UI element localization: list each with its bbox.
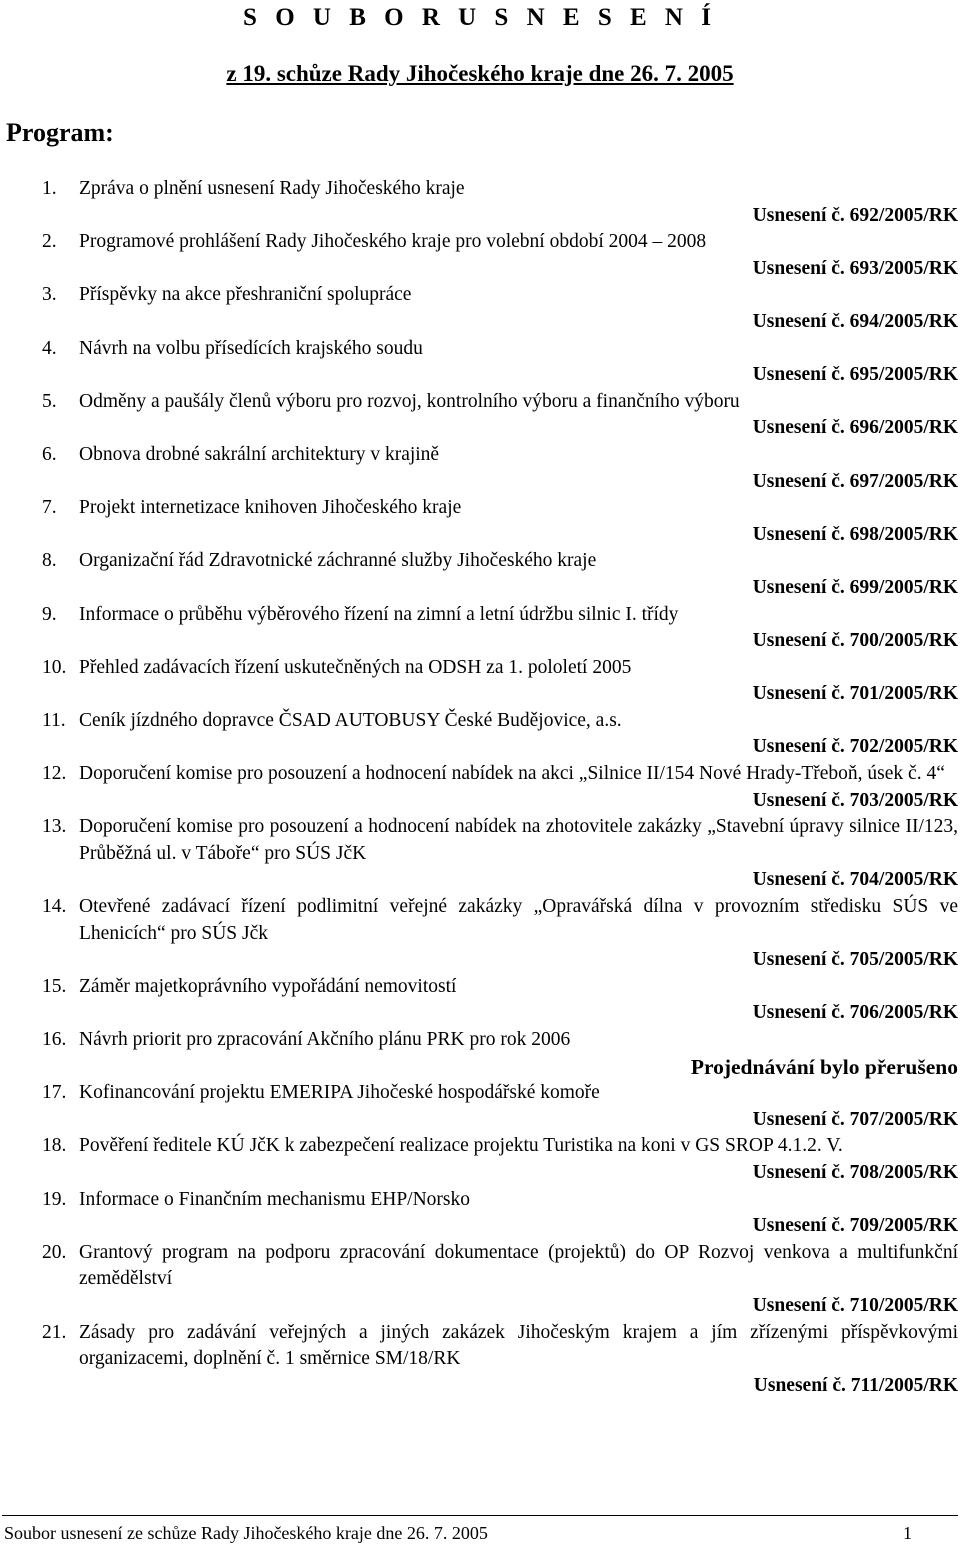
agenda-item-text: Programové prohlášení Rady Jihočeského kraje pro volební období 2004 – 2008 — [79, 231, 707, 253]
agenda-item — [42, 442, 958, 495]
agenda-item — [42, 548, 958, 601]
agenda-item-number: 16. — [42, 1029, 67, 1050]
agenda-item-row — [42, 389, 958, 416]
document-title: S O U B O R U S N E S E N Í — [243, 4, 717, 31]
agenda-item-text: Pověření ředitele KÚ JčK k zabezpečení realizace projektu Turistika na koni v GS SROP 4.1.2. V. — [79, 1135, 843, 1157]
agenda-item-text: Informace o průběhu výběrového řízení na zimní a letní údržbu silnic I. třídy — [79, 603, 679, 625]
agenda-item-number: 12. — [42, 763, 67, 785]
resolution-number: Usnesení č. 709/2005/RK — [752, 1215, 958, 1237]
agenda-item-row — [42, 548, 958, 575]
resolution-number: Usnesení č. 701/2005/RK — [752, 683, 958, 705]
resolution-number: Usnesení č. 707/2005/RK — [752, 1108, 958, 1130]
agenda-item-number: 10. — [42, 656, 67, 678]
agenda-item-text: Odměny a paušály členů výboru pro rozvoj, kontrolního výboru a finančního výboru — [79, 390, 740, 412]
agenda-item-text: Přehled zadávacích řízení uskutečněných na ODSH za 1. pololetí 2005 — [79, 656, 632, 678]
agenda-item-text: Návrh na volbu přísedících krajského soudu — [79, 337, 423, 359]
agenda-item-text: Návrh priorit pro zpracování Akčního plánu PRK pro rok 2006 — [79, 1029, 571, 1050]
resolution-number: Usnesení č. 708/2005/RK — [752, 1161, 958, 1183]
agenda-item-row — [42, 1240, 958, 1293]
agenda-item-number: 18. — [42, 1135, 67, 1157]
agenda-item — [42, 1240, 958, 1320]
agenda-item — [42, 1133, 958, 1186]
resolution-number: Usnesení č. 698/2005/RK — [752, 523, 958, 545]
agenda-item-text: Projekt internetizace knihoven Jihočeského kraje — [79, 497, 462, 519]
agenda-list — [42, 176, 958, 1399]
resolution-number: Usnesení č. 695/2005/RK — [752, 364, 958, 386]
resolution-number: Usnesení č. 711/2005/RK — [753, 1374, 958, 1396]
agenda-item-row — [42, 761, 958, 788]
agenda-item-number: 2. — [42, 231, 57, 253]
agenda-item-row — [42, 1027, 958, 1054]
agenda-item-row — [42, 1320, 958, 1373]
agenda-item-number: 3. — [42, 284, 57, 306]
agenda-item-row — [42, 894, 958, 947]
agenda-item-row — [42, 442, 958, 469]
agenda-item-number: 6. — [42, 443, 57, 465]
agenda-item — [42, 1027, 958, 1080]
resolution-number: Usnesení č. 703/2005/RK — [752, 789, 958, 811]
agenda-item-number: 9. — [42, 603, 57, 625]
agenda-item-number: 13. — [42, 816, 67, 838]
resolution-number: Usnesení č. 694/2005/RK — [752, 310, 958, 332]
agenda-item-row — [42, 176, 958, 203]
resolution-number: Usnesení č. 706/2005/RK — [752, 1002, 958, 1024]
agenda-item — [42, 389, 958, 442]
agenda-item-text: Ceník jízdného dopravce ČSAD AUTOBUSY České Budějovice, a.s. — [79, 709, 622, 731]
page-footer — [4, 1523, 912, 1544]
agenda-item-number: 7. — [42, 497, 57, 519]
agenda-item — [42, 495, 958, 548]
agenda-item-text: Zásady pro zadávání veřejných a jiných zakázek Jihočeským krajem a jím zřízenými příspěvkovými organizacemi, doplnění č. 1 směrnice SM/18/RK — [79, 1321, 958, 1370]
agenda-item-text: Kofinancování projektu EMERIPA Jihočeské hospodářské komoře — [79, 1082, 600, 1104]
agenda-item-text: Zpráva o plnění usnesení Rady Jihočeského kraje — [79, 178, 465, 199]
resolution-number: Usnesení č. 710/2005/RK — [752, 1294, 958, 1316]
agenda-item — [42, 974, 958, 1027]
agenda-item-number: 1. — [42, 178, 57, 199]
resolution-number: Projednávání bylo přerušeno — [690, 1054, 958, 1079]
agenda-item-row — [42, 282, 958, 309]
agenda-item — [42, 176, 958, 229]
agenda-item-text: Obnova drobné sakrální architektury v krajině — [79, 443, 440, 465]
agenda-item-number: 8. — [42, 550, 57, 572]
agenda-item-number: 21. — [42, 1321, 67, 1343]
agenda-item — [42, 894, 958, 974]
agenda-item-text: Příspěvky na akce přeshraniční spolupráce — [79, 284, 412, 306]
subtitle-text: z 19. schůze Rady Jihočeského kraje dne 26. 7. 2005 — [226, 61, 734, 86]
resolution-number: Usnesení č. 697/2005/RK — [752, 470, 958, 492]
resolution-number: Usnesení č. 702/2005/RK — [752, 736, 958, 758]
resolution-number: Usnesení č. 693/2005/RK — [752, 257, 958, 279]
agenda-item — [42, 708, 958, 761]
resolution-number: Usnesení č. 705/2005/RK — [752, 949, 958, 971]
agenda-item — [42, 282, 958, 335]
resolution-number: Usnesení č. 704/2005/RK — [752, 869, 958, 891]
agenda-item — [42, 336, 958, 389]
resolution-number: Usnesení č. 692/2005/RK — [752, 204, 958, 226]
agenda-item-row — [42, 336, 958, 363]
program-label: Program: — [6, 118, 114, 147]
agenda-item-row — [42, 814, 958, 867]
agenda-item-row — [42, 229, 958, 256]
agenda-item-text: Otevřené zadávací řízení podlimitní veřejné zakázky „Opravářská dílna v provozním středisku SÚS ve Lhenicích“ pro SÚS Jčk — [79, 896, 958, 944]
agenda-item-row — [42, 708, 958, 735]
agenda-item — [42, 1080, 958, 1133]
agenda-item-number: 20. — [42, 1241, 67, 1263]
resolution-number: Usnesení č. 699/2005/RK — [752, 576, 958, 598]
agenda-item-row — [42, 1133, 958, 1160]
agenda-item — [42, 814, 958, 894]
resolution-number: Usnesení č. 700/2005/RK — [752, 630, 958, 652]
agenda-item — [42, 1187, 958, 1240]
agenda-item-row — [42, 1080, 958, 1107]
agenda-item — [42, 655, 958, 708]
footer-divider — [2, 1515, 958, 1516]
agenda-item-number: 5. — [42, 390, 57, 412]
agenda-item-text: Organizační řád Zdravotnické záchranné služby Jihočeského kraje — [79, 550, 597, 572]
agenda-item-number: 4. — [42, 337, 57, 359]
footer-text: Soubor usnesení ze schůze Rady Jihočeského kraje dne 26. 7. 2005 — [4, 1523, 488, 1543]
agenda-item-row — [42, 1187, 958, 1214]
agenda-item — [42, 761, 958, 814]
agenda-item-text: Doporučení komise pro posouzení a hodnocení nabídek na zhotovitele zakázky „Stavební úpravy silnice II/123, Průběžná ul. v Táboře“ pro SÚS JčK — [79, 816, 958, 864]
agenda-item-text: Grantový program na podporu zpracování dokumentace (projektů) do OP Rozvoj venkova a multifunkční zemědělství — [79, 1241, 958, 1290]
agenda-item-number: 17. — [42, 1082, 67, 1104]
agenda-item-row — [42, 602, 958, 629]
agenda-item-row — [42, 974, 958, 1001]
agenda-item-row — [42, 655, 958, 682]
agenda-item-number: 14. — [42, 896, 67, 918]
document-subtitle — [0, 61, 960, 87]
agenda-item-row — [42, 495, 958, 522]
resolution-number: Usnesení č. 696/2005/RK — [752, 417, 958, 439]
page-number: 1 — [903, 1523, 912, 1543]
agenda-item — [42, 602, 958, 655]
agenda-item — [42, 229, 958, 282]
agenda-item-number: 15. — [42, 975, 67, 997]
agenda-item-text: Doporučení komise pro posouzení a hodnocení nabídek na akci „Silnice II/154 Nové Hrady-Třeboň, úsek č. 4“ — [79, 763, 945, 785]
agenda-item-number: 19. — [42, 1188, 67, 1210]
agenda-item — [42, 1320, 958, 1400]
agenda-item-text: Záměr majetkoprávního vypořádání nemovitostí — [79, 975, 457, 997]
agenda-item-number: 11. — [42, 709, 66, 731]
agenda-item-text: Informace o Finančním mechanismu EHP/Norsko — [79, 1188, 470, 1210]
